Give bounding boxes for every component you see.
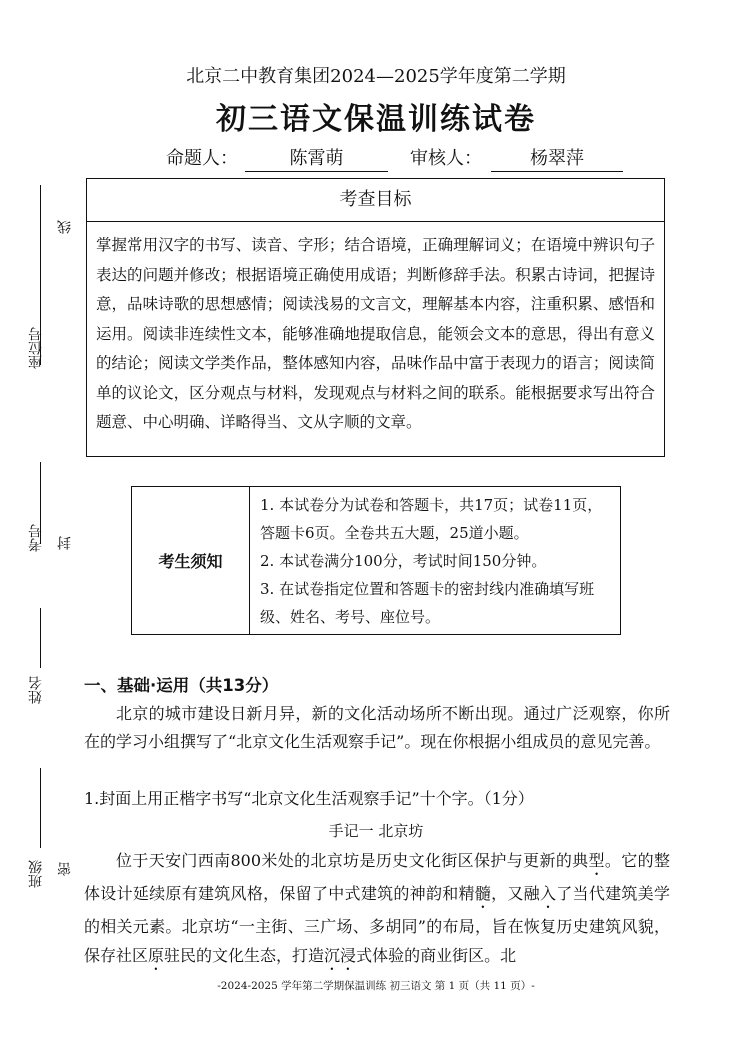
name-line xyxy=(40,608,41,668)
setter-label: 命题人： xyxy=(166,148,238,169)
candidate-notice-table xyxy=(131,486,621,635)
seal-mark-mi: 密 xyxy=(57,862,73,876)
dotted-char: 沉浸 xyxy=(324,946,357,965)
text-run: 驻民的文化生态，打造 xyxy=(164,946,325,965)
objectives-box xyxy=(86,178,665,457)
seal-mark-xian: 线 xyxy=(57,220,73,234)
text-run: 位于天安门西南800米处的北京坊是历史文化街区保护与更新的典 xyxy=(116,851,589,870)
notice-item: 1. 本试卷分为试卷和答题卡，共17页；试卷11页，答题卡6页。全卷共五大题，25道小题。 xyxy=(260,496,603,542)
objectives-heading: 考查目标 xyxy=(87,179,664,222)
exam-number-label: 考号 xyxy=(28,524,44,552)
text-run: ，又融 xyxy=(491,884,540,903)
section-heading: 一、基础·运用（共13分） xyxy=(84,676,279,695)
notice-content xyxy=(250,487,620,631)
exam-title: 初三语文保温训练试卷 xyxy=(216,102,536,137)
dotted-char: 型 xyxy=(588,851,605,870)
notice-label: 考生须知 xyxy=(132,487,250,634)
dotted-char: 髓 xyxy=(474,884,492,903)
notice-item: 3. 在试卷指定位置和答题卡的密封线内准确填写班级、姓名、考号、座位号。 xyxy=(260,580,595,626)
objectives-body: 掌握常用汉字的书写、读音、字形；结合语境，正确理解词义；在语境中辨识句子表达的问题并修改；根据语境正确使用成语；判断修辞手法。积累古诗词，把握诗意，品味诗歌的思想感情；阅读浅易的文言文，理解基本内容，注重积累、感悟和运用。阅读非连续性文本，能够准确地提取信息，能领会文本的意思，得出有意义的结论；阅读文学类作品，整体感知内容，品味作品中富于表现力的语言；阅读简单的议论文，区分观点与材料，发现观点与材料之间的联系。能根据要求写出符合题意、中心明确、详略得当、文从字顺的文章。 xyxy=(96,236,655,431)
text-run: 。它的整体设计延续原有建筑风格，保留了中式建筑的神韵和精 xyxy=(84,851,670,903)
school-term-line: 北京二中教育集团2024—2025学年度第二学期 xyxy=(186,66,566,87)
page-footer: -2024-2025 学年第二学期保温训练 初三语文 第 1 页（共 11 页）- xyxy=(217,980,535,992)
text-run: 式体验的商业街区。北 xyxy=(356,946,517,965)
setter-name: 陈霄萌 xyxy=(245,144,388,172)
class-label: 班级 xyxy=(28,860,44,888)
reviewer-name: 杨翠萍 xyxy=(491,144,623,172)
dotted-char: 入 xyxy=(539,884,557,903)
notice-item: 2. 本试卷满分100分，考试时间150分钟。 xyxy=(260,552,547,570)
note-title: 手记一 北京坊 xyxy=(328,822,424,840)
note-paragraph xyxy=(84,846,670,974)
section-intro: 北京的城市建设日新月异，新的文化活动场所不断出现。通过广泛观察，你所在的学习小组撰写了“北京文化生活观察手记”。现在你根据小组成员的意见完善。 xyxy=(84,704,670,751)
dotted-char: 原 xyxy=(148,946,165,965)
text-run: 了当代建筑美学的相关元素。北京坊“一主街、三广场、多胡同”的布局，旨在恢复历史建筑风貌，保存社区 xyxy=(84,884,670,965)
seat-number-label: 座位号 xyxy=(28,327,44,369)
seal-mark-feng: 封 xyxy=(57,536,73,550)
question-1: 1.封面上用正楷字书写“北京文化生活观察手记”十个字。（1分） xyxy=(84,789,534,808)
name-label: 姓名 xyxy=(28,676,44,704)
reviewer-label: 审核人： xyxy=(410,148,482,169)
